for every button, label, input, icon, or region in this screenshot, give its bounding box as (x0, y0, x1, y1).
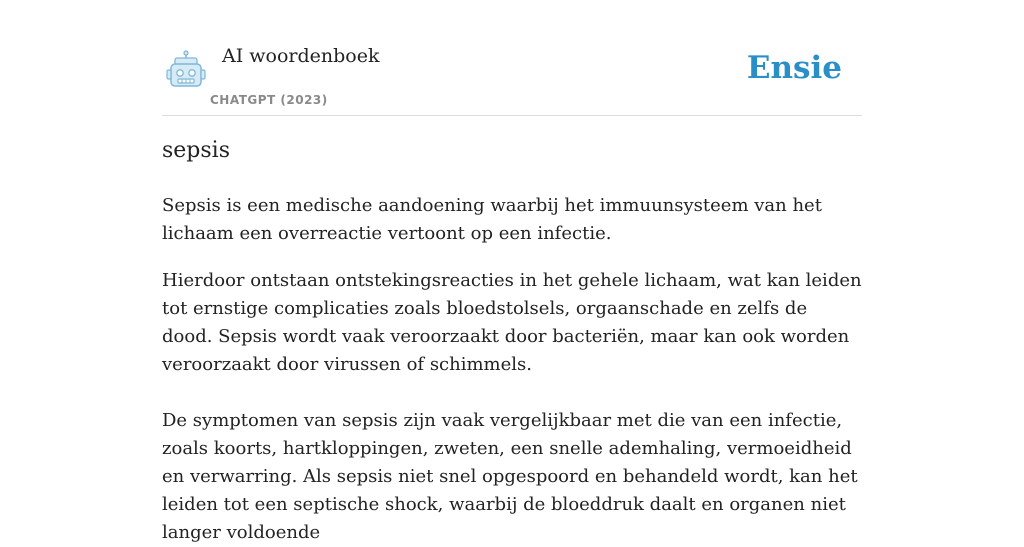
definition-paragraph: Hierdoor ontstaan ontstekingsreacties in het gehele lichaam, wat kan leiden tot ernstige complicaties zoals bloedstolsels, orgaanschade en zelfs de dood. Sepsis wordt vaak veroorzaakt door bacteriën, maar kan ook worden veroorzaakt door virussen of schimmels. (162, 270, 862, 375)
source-label: CHATGPT (2023) (210, 93, 328, 107)
brand-logo[interactable]: Ensie (746, 50, 842, 86)
definition-paragraph: De symptomen van sepsis zijn vaak vergelijkbaar met die van een infectie, zoals koorts, hartkloppingen, zweten, een snelle ademhaling, vermoeidheid en verwarring. Als sepsis niet snel opgespoord en behandeld wordt, kan het leiden tot een septische shock, waarbij de bloeddruk daalt en organen niet langer voldoende (162, 410, 858, 543)
site-header (162, 40, 862, 116)
paragraph-spacer (162, 379, 862, 407)
entry-definition (162, 192, 862, 547)
dictionary-title[interactable]: AI woordenboek (222, 45, 380, 67)
entry-term: sepsis (162, 138, 231, 163)
robot-icon (166, 50, 206, 90)
definition-paragraph: Sepsis is een medische aandoening waarbij het immuunsysteem van het lichaam een overreactie vertoont op een infectie. (162, 195, 822, 244)
